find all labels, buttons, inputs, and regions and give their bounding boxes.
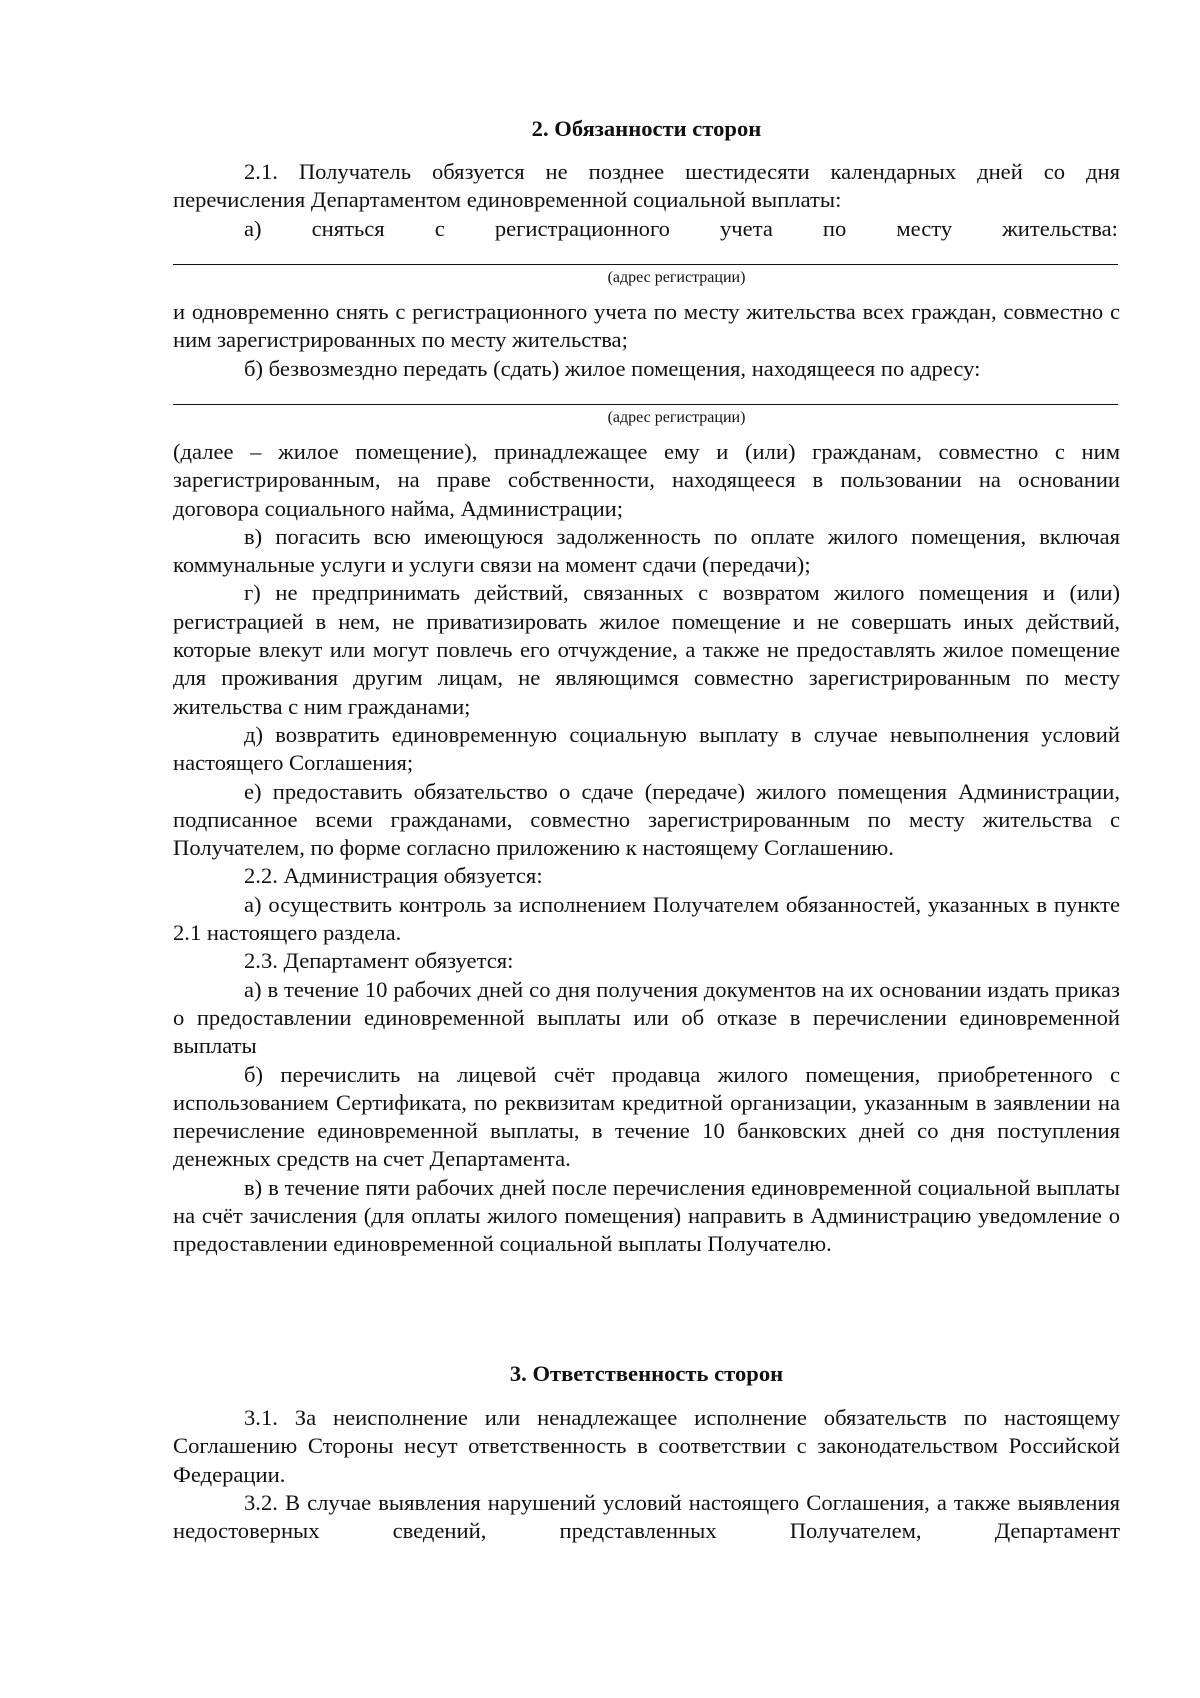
paragraph-2-2: 2.2. Администрация обязуется:: [244, 863, 543, 889]
address-blank-2: [173, 404, 1120, 427]
paragraph-2-3: 2.3. Департамент обязуется:: [244, 948, 514, 974]
paragraph-3-2: 3.2. В случае выявления нарушений условий настоящего Соглашения, а также выявления недостоверных сведений, представленных Получателем, Департамент: [173, 1489, 1120, 1544]
paragraph-3-1: 3.1. За неисполнение или ненадлежащее исполнение обязательств по настоящему Соглашению Стороны несут ответственность в соответствии с законодательством Российской Федерации.: [173, 1405, 1120, 1487]
item-v: в) погасить всю имеющуюся задолженность по оплате жилого помещения, включая коммунальные услуги и услуги связи на момент сдачи (передачи);: [173, 523, 1120, 578]
section-3-heading: 3. Ответственность сторон: [509, 1361, 784, 1386]
item-a-continuation: и одновременно снять с регистрационного учета по месту жительства всех граждан, совместно с ним зарегистрированных по месту жительства;: [173, 299, 1120, 353]
item-a-word: а): [244, 215, 262, 241]
paragraph-2-3-b: б) перечислить на лицевой счёт продавца жилого помещения, приобретенного с использованием Сертификата, по реквизитам кредитной организации, указанным в заявлении на перечисление единовременной выплаты, в течение 10 банковских дней со дня поступления денежных средств на счет Департамента.: [173, 1061, 1120, 1172]
address-caption: (адрес регистрации): [607, 409, 746, 426]
item-a-word: месту: [896, 215, 953, 241]
item-g: г) не предпринимать действий, связанных с возвратом жилого помещения и (или) регистрацией в нем, не приватизировать жилое помещение и не совершать иных действий, которые влекут или могут повлечь его отчуждение, а также не предоставлять жилое помещение для проживания другим лицам, не являющимся совместно зарегистрированным по месту жительства с ним гражданами;: [173, 580, 1120, 719]
item-a-word: по: [822, 215, 847, 241]
address-caption: (адрес регистрации): [607, 269, 746, 286]
paragraph-2-3-a: а) в течение 10 рабочих дней со дня получения документов на их основании издать приказ о предоставлении единовременной выплаты или об отказе в перечислении единовременной выплаты: [173, 976, 1120, 1059]
paragraph-2-1: 2.1. Получатель обязуется не позднее шестидесяти календарных дней со дня перечисления Департаментом единовременной социальной выплаты:: [173, 159, 1120, 213]
item-a-word: учета: [720, 215, 773, 241]
item-a-continuation-block: [173, 298, 1120, 383]
address-line: [173, 404, 1118, 405]
item-b-continuation: (далее – жилое помещение), принадлежащее ему и (или) гражданам, совместно с ним зарегистрированным, на праве собственности, находящееся в пользовании на основании договора социального найма, Администрации;: [173, 439, 1120, 521]
item-a-word: жительства:: [1002, 215, 1118, 241]
item-a-line: [173, 215, 1120, 243]
item-d: д) возвратить единовременную социальную выплату в случае невыполнения условий настоящего Соглашения;: [173, 721, 1120, 776]
item-a-word: регистрационного: [494, 215, 670, 241]
section-3-body: [173, 1404, 1120, 1545]
paragraph-2-3-v: в) в течение пяти рабочих дней после перечисления единовременной социальной выплаты на счёт зачисления (для оплаты жилого помещения) направить в Администрацию уведомление о предоставлении единовременной социальной выплаты Получателю.: [173, 1174, 1120, 1257]
item-e: е) предоставить обязательство о сдаче (передаче) жилого помещения Администрации, подписанное всеми гражданами, совместно зарегистрированным по месту жительства с Получателем, по форме согласно приложению к настоящему Соглашению.: [173, 778, 1120, 861]
item-a-word: с: [434, 215, 445, 241]
item-b: б) безвозмездно передать (сдать) жилое помещения, находящееся по адресу:: [244, 355, 981, 381]
section-2-body: [173, 158, 1120, 243]
address-line: [173, 264, 1118, 265]
item-a-word: сняться: [311, 215, 385, 241]
paragraph-2-2-a: а) осуществить контроль за исполнением Получателем обязанностей, указанных в пункте 2.1 настоящего раздела.: [173, 891, 1120, 946]
address-blank-1: [173, 264, 1120, 287]
section-2-main-text: [173, 438, 1120, 1259]
section-2-heading: 2. Обязанности сторон: [531, 116, 762, 141]
